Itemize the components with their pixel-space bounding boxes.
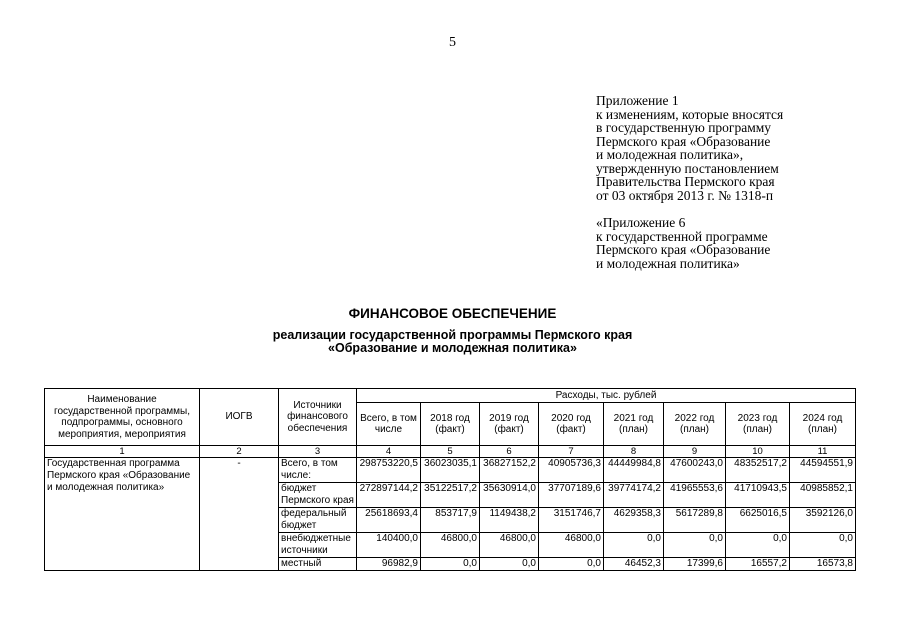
column-number: 6 — [480, 446, 539, 458]
appendix-1-line: Пермского края «Образование — [596, 133, 771, 149]
header-year: 2018 год (факт) — [421, 403, 480, 446]
value-cell: 0,0 — [480, 558, 539, 571]
value-cell: 4629358,3 — [604, 508, 664, 533]
header-year: 2019 год (факт) — [480, 403, 539, 446]
header-year: 2022 год (план) — [664, 403, 726, 446]
financing-table — [44, 388, 856, 571]
value-cell: 1149438,2 — [480, 508, 539, 533]
value-cell: 46800,0 — [421, 533, 480, 558]
header-total: Всего, в том числе — [357, 403, 421, 446]
value-cell: 46452,3 — [604, 558, 664, 571]
value-cell: 36827152,2 — [480, 458, 539, 483]
value-cell: 46800,0 — [480, 533, 539, 558]
value-cell: 0,0 — [421, 558, 480, 571]
value-cell: 44449984,8 — [604, 458, 664, 483]
source-label: местный — [279, 558, 357, 571]
appendix-1-line: в государственную программу — [596, 120, 772, 135]
value-cell: 40985852,1 — [790, 483, 856, 508]
header-expenses: Расходы, тыс. рублей — [357, 389, 856, 403]
appendix-6-block — [596, 216, 770, 270]
value-cell: 17399,6 — [664, 558, 726, 571]
column-number: 4 — [357, 446, 421, 458]
value-cell: 0,0 — [790, 533, 856, 558]
value-cell: 25618693,4 — [357, 508, 421, 533]
value-cell: 46800,0 — [539, 533, 604, 558]
column-number-row — [45, 446, 856, 458]
value-cell: 40905736,3 — [539, 458, 604, 483]
appendix-6-line: и молодежная политика» — [596, 255, 740, 271]
column-number: 11 — [790, 446, 856, 458]
appendix-1-line: от 03 октября 2013 г. № 1318-п — [596, 187, 774, 203]
value-cell: 48352517,2 — [726, 458, 790, 483]
header-iogv: ИОГВ — [200, 389, 279, 446]
column-number: 8 — [604, 446, 664, 458]
document-subtitle-line-1: реализации государственной программы Пермского края — [272, 328, 633, 342]
source-label: внебюджетные источники — [279, 533, 357, 558]
source-label: Всего, в том числе: — [279, 458, 357, 483]
value-cell: 3151746,7 — [539, 508, 604, 533]
value-cell: 5617289,8 — [664, 508, 726, 533]
header-year: 2021 год (план) — [604, 403, 664, 446]
document-title: ФИНАНСОВОЕ ОБЕСПЕЧЕНИЕ — [348, 306, 557, 321]
value-cell: 298753220,5 — [357, 458, 421, 483]
header-year: 2024 год (план) — [790, 403, 856, 446]
column-number: 10 — [726, 446, 790, 458]
value-cell: 0,0 — [726, 533, 790, 558]
header-name: Наименование государственной программы, подпрограммы, основного мероприятия, мероприятия — [45, 389, 200, 446]
table-row — [45, 458, 856, 483]
value-cell: 35122517,2 — [421, 483, 480, 508]
value-cell: 6625016,5 — [726, 508, 790, 533]
value-cell: 35630914,0 — [480, 483, 539, 508]
value-cell: 39774174,2 — [604, 483, 664, 508]
appendix-1-line: Правительства Пермского края — [596, 174, 775, 189]
value-cell: 853717,9 — [421, 508, 480, 533]
column-number: 3 — [279, 446, 357, 458]
value-cell: 96982,9 — [357, 558, 421, 571]
value-cell: 47600243,0 — [664, 458, 726, 483]
value-cell: 140400,0 — [357, 533, 421, 558]
appendix-1-line: утвержденную постановлением — [596, 160, 779, 176]
value-cell: 37707189,6 — [539, 483, 604, 508]
program-iogv: - — [200, 458, 279, 571]
appendix-1-line: Приложение 1 — [596, 93, 679, 108]
value-cell: 41710943,5 — [726, 483, 790, 508]
column-number: 2 — [200, 446, 279, 458]
appendix-6-line: Пермского края «Образование — [596, 242, 771, 257]
source-label: федеральный бюджет — [279, 508, 357, 533]
appendix-1-line: и молодежная политика», — [596, 147, 744, 162]
column-number: 9 — [664, 446, 726, 458]
header-year: 2023 год (план) — [726, 403, 790, 446]
value-cell: 3592126,0 — [790, 508, 856, 533]
header-sources: Источники финансового обеспечения — [279, 389, 357, 446]
value-cell: 41965553,6 — [664, 483, 726, 508]
appendix-1-block — [596, 94, 783, 202]
value-cell: 16557,2 — [726, 558, 790, 571]
value-cell: 44594551,9 — [790, 458, 856, 483]
value-cell: 16573,8 — [790, 558, 856, 571]
page-number: 5 — [449, 35, 456, 50]
appendix-1-line: к изменениям, которые вносятся — [596, 106, 784, 122]
source-label: бюджет Пермского края — [279, 483, 357, 508]
column-number: 7 — [539, 446, 604, 458]
program-name: Государственная программа Пермского края «Образование и молодежная политика» — [45, 458, 200, 571]
value-cell: 0,0 — [539, 558, 604, 571]
appendix-6-line: к государственной программе — [596, 228, 768, 244]
value-cell: 0,0 — [604, 533, 664, 558]
column-number: 5 — [421, 446, 480, 458]
value-cell: 272897144,2 — [357, 483, 421, 508]
appendix-6-line: «Приложение 6 — [596, 215, 686, 230]
column-number: 1 — [45, 446, 200, 458]
value-cell: 0,0 — [664, 533, 726, 558]
header-year: 2020 год (факт) — [539, 403, 604, 446]
value-cell: 36023035,1 — [421, 458, 480, 483]
document-subtitle-line-2: «Образование и молодежная политика» — [328, 341, 577, 355]
